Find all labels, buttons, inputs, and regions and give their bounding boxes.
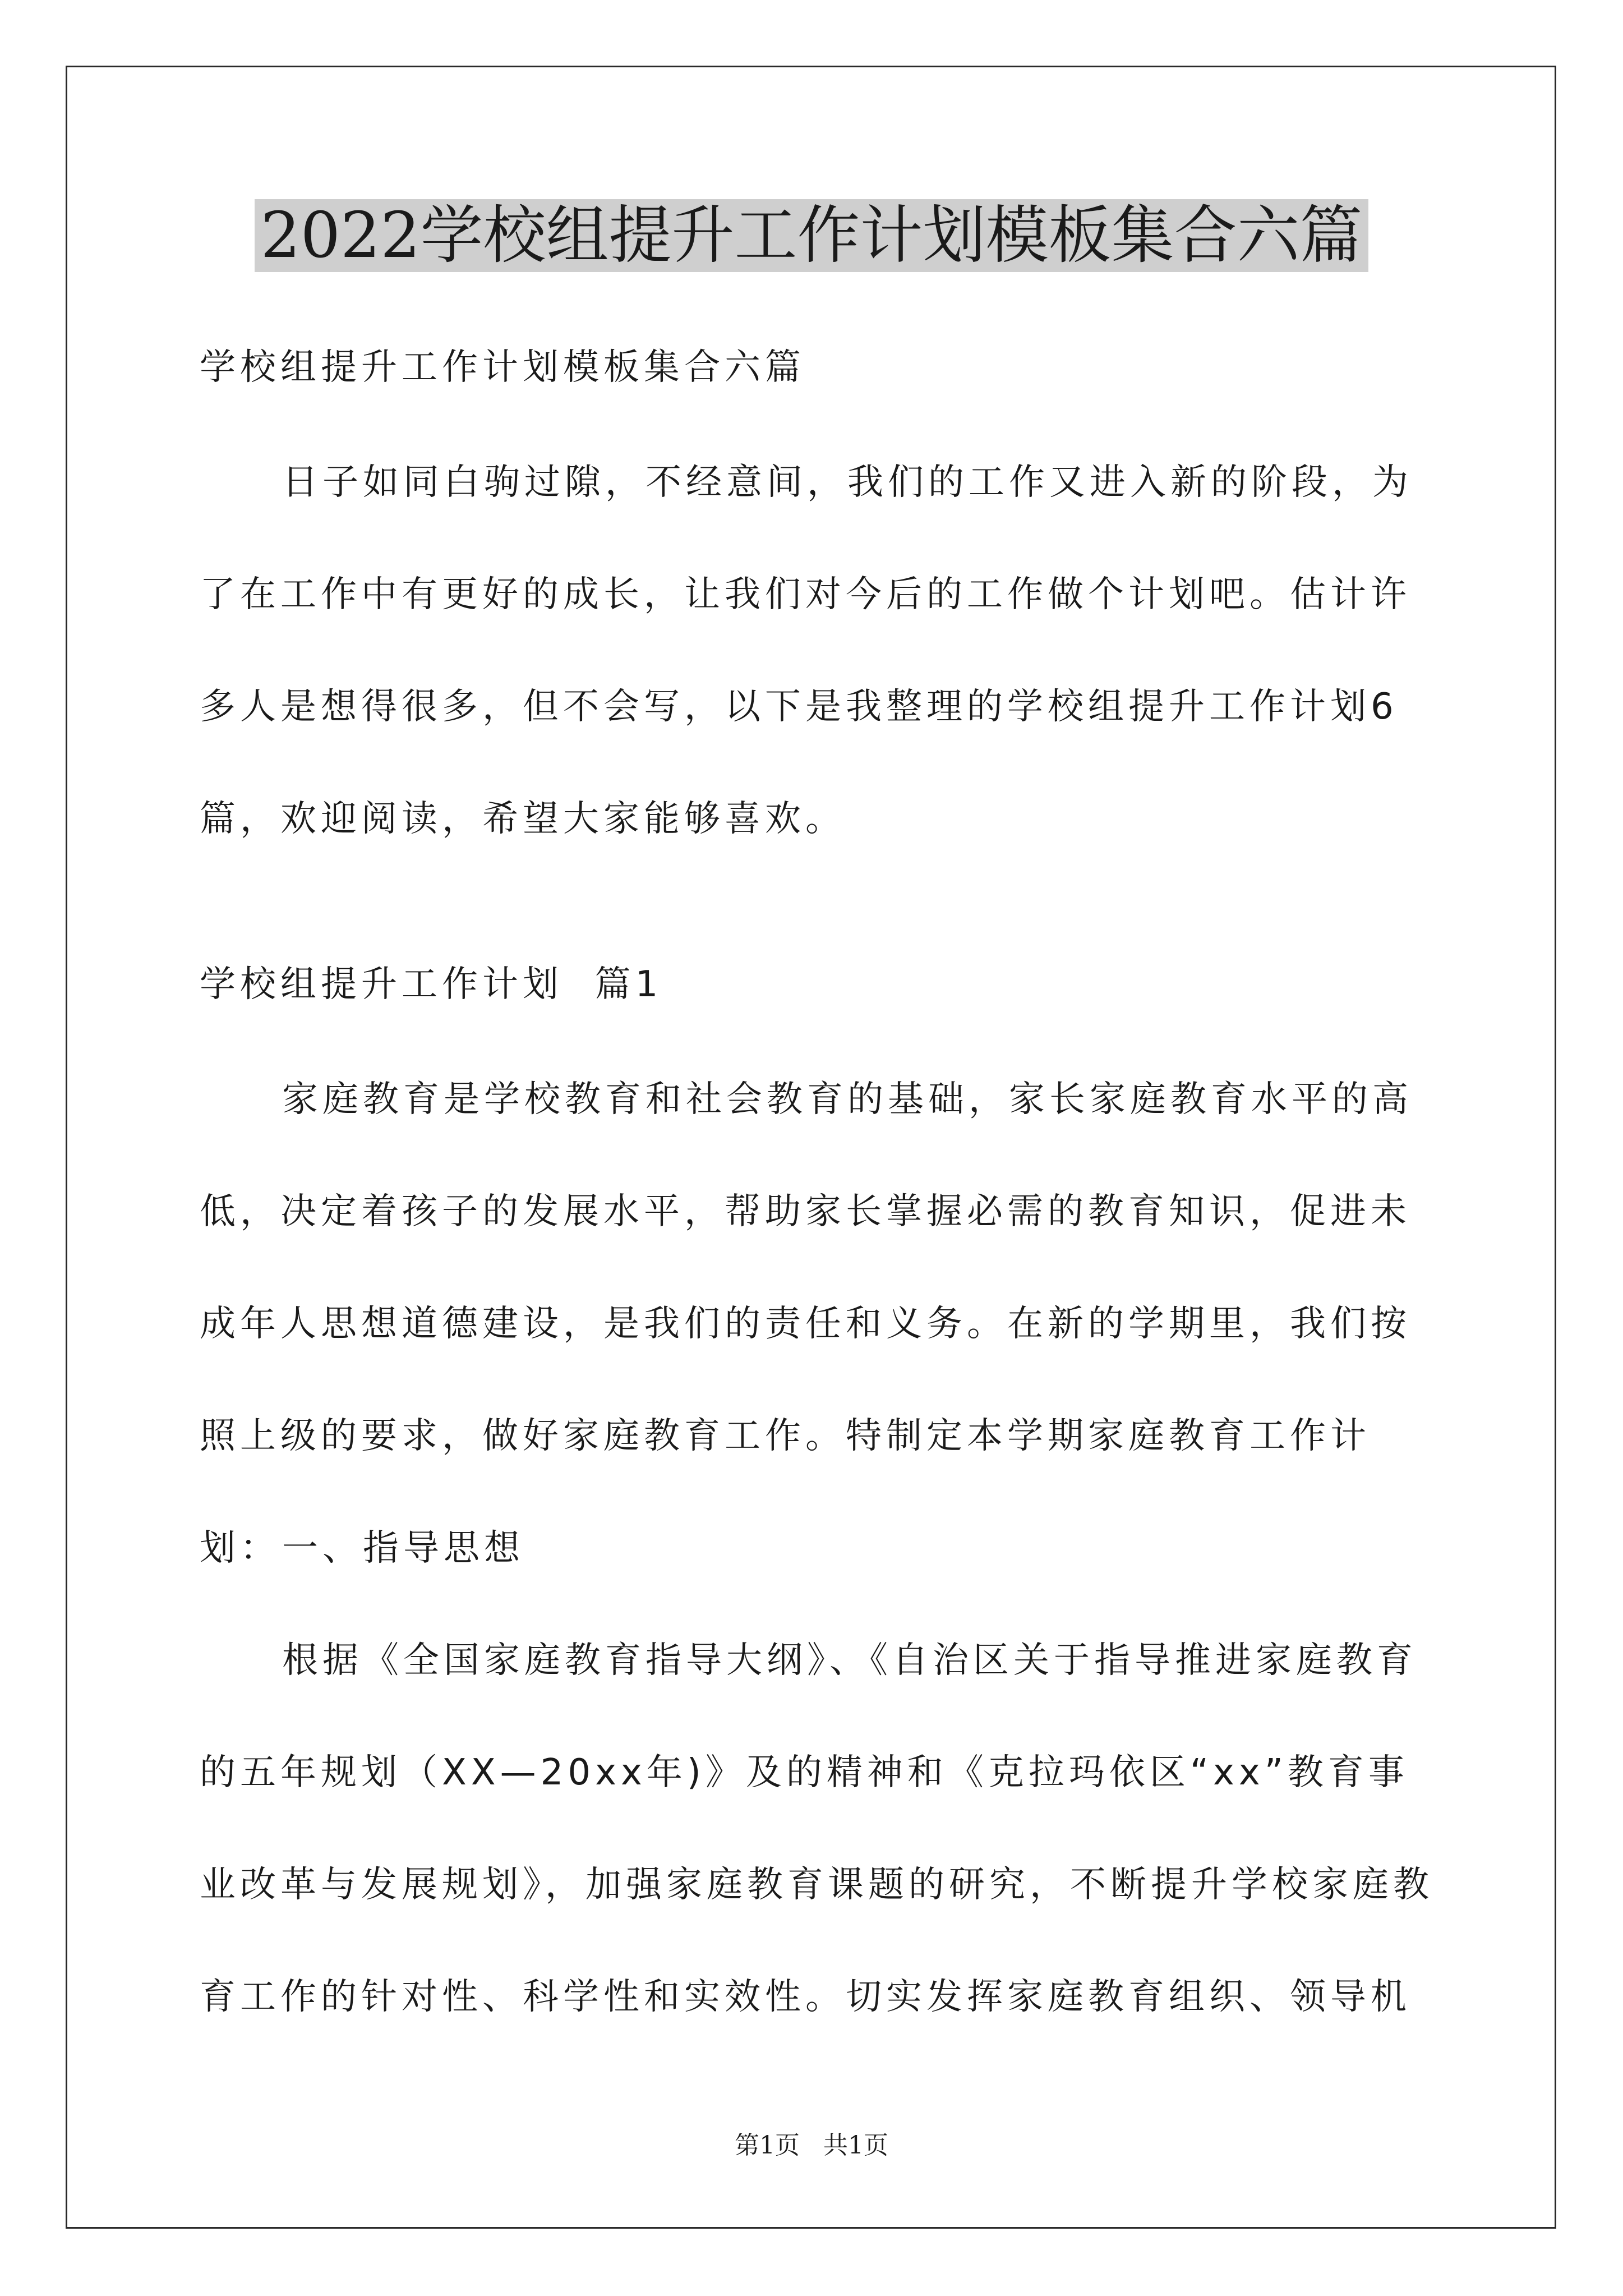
paragraph: 根据《全国家庭教育指导大纲》、《自治区关于指导推进家庭教育的五年规划（XX—20xx年)》及的精神和《克拉玛依区“xx”教育事业改革与发展规划》，加强家庭教育课题的研究，不断提升学校家庭教育工作的针对性、科学性和实效性。切实发挥家庭教育组织、领导机 — [200, 1640, 1433, 2018]
paragraph: 家庭教育是学校教育和社会教育的基础，家长家庭教育水平的高低，决定着孩子的发展水平，帮助家长掌握必需的教育知识，促进未成年人思想道德建设，是我们的责任和义务。在新的学期里，我们按照上级的要求，做好家庭教育工作。特制定本学期家庭教育工作计划： — [200, 1079, 1413, 1569]
document-title-text: 2022学校组提升工作计划模板集合六篇 — [255, 199, 1368, 272]
subheading: 一、指导思想 — [282, 1527, 524, 1569]
page-footer: 第1页 共1页 — [735, 2131, 888, 2160]
document-title — [0, 194, 1623, 278]
document-subtitle: 学校组提升工作计划模板集合六篇 — [200, 347, 805, 388]
intro-paragraph: 日子如同白驹过隙，不经意间，我们的工作又进入新的阶段，为了在工作中有更好的成长，让我们对今后的工作做个计划吧。估计许多人是想得很多，但不会写，以下是我整理的学校组提升工作计划6篇，欢迎阅读，希望大家能够喜欢。 — [200, 462, 1413, 840]
section-heading: 学校组提升工作计划 篇1 — [200, 964, 663, 1005]
